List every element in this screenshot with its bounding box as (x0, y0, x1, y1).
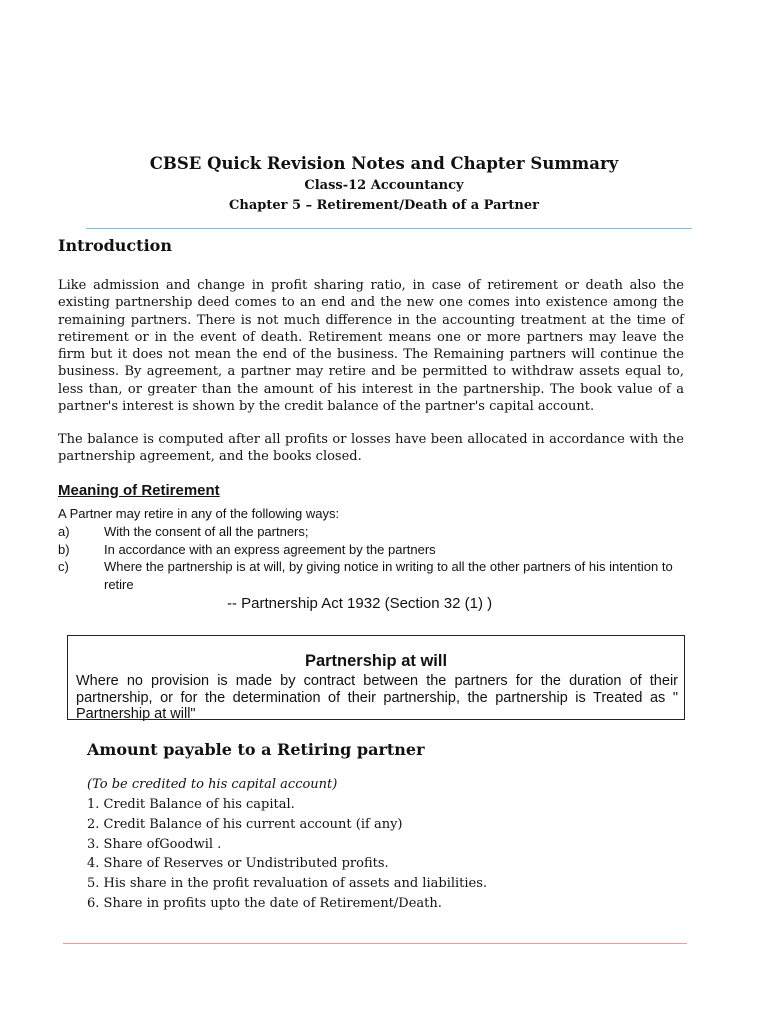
chapter-title: Chapter 5 – Retirement/Death of a Partner (229, 198, 539, 213)
list-item-text: In accordance with an express agreement by the partners (104, 542, 436, 557)
list-item: 3. Share ofGoodwil . (87, 837, 222, 852)
list-item: 1. Credit Balance of his capital. (87, 797, 295, 812)
document-subtitle: Class-12 Accountancy (304, 178, 464, 193)
introduction-paragraph-2: The balance is computed after all profits or losses have been allocated in accordance with the partnership agreement, and the books closed. (58, 432, 684, 465)
retirement-ways-intro: A Partner may retire in any of the following ways: (58, 506, 340, 521)
partnership-at-will-box (67, 635, 685, 720)
list-item: 6. Share in profits upto the date of Retirement/Death. (87, 896, 442, 911)
title-divider (86, 228, 692, 229)
list-item-marker: b) (58, 542, 70, 557)
meaning-of-retirement-heading: Meaning of Retirement (58, 482, 220, 499)
partnership-at-will-title: Partnership at will (304, 652, 448, 670)
partnership-at-will-text: Where no provision is made by contract between the partners for the duration of their partnership, or for the determination of their partnership, the partnership is Treated as " Partnership at will" (76, 673, 678, 722)
list-item: 5. His share in the profit revaluation of assets and liabilities. (87, 876, 488, 891)
introduction-heading: Introduction (58, 236, 172, 255)
list-item: 4. Share of Reserves or Undistributed profits. (87, 856, 389, 871)
list-item-marker: c) (58, 559, 69, 574)
list-item: 2. Credit Balance of his current account (if any) (87, 817, 403, 832)
amount-payable-note: (To be credited to his capital account) (87, 777, 338, 792)
document-title: CBSE Quick Revision Notes and Chapter Summary (149, 154, 619, 173)
introduction-paragraph-1: Like admission and change in profit sharing ratio, in case of retirement or death also the existing partnership deed comes to an end and the new one comes into existence among the remaining partners. There is not much difference in the accounting treatment at the time of retirement or in the event of death. Retirement means one or more partners may leave the firm but it does not mean the end of the business. The Remaining partners will continue the business. By agreement, a partner may retire and be permitted to withdraw assets equal to, less than, or greater than the amount of his interest in the partnership. The book value of a partner's interest is shown by the credit balance of the partner's capital account. (58, 278, 684, 415)
act-citation: -- Partnership Act 1932 (Section 32 (1) ) (227, 595, 493, 612)
list-item-text: With the consent of all the partners; (104, 524, 309, 539)
amount-payable-heading: Amount payable to a Retiring partner (87, 740, 425, 759)
footer-divider (63, 943, 687, 944)
list-item-marker: a) (58, 524, 70, 539)
list-item-text: Where the partnership is at will, by giving notice in writing to all the other partners of his intention to retire (104, 559, 673, 592)
